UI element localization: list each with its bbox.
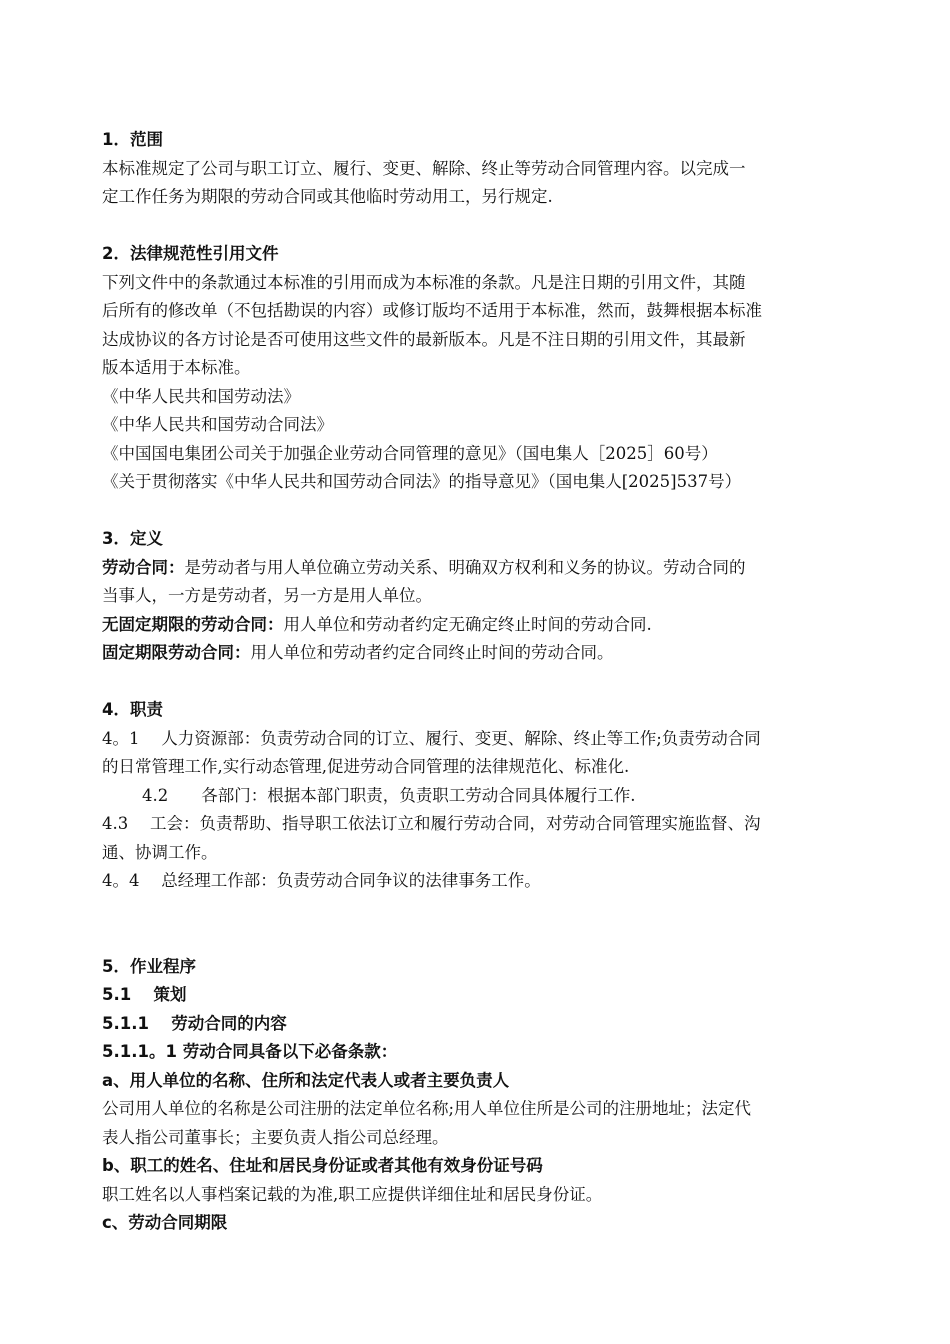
definition-term: 劳动合同： bbox=[102, 557, 185, 577]
clause-heading: c、劳动合同期限 bbox=[102, 1213, 228, 1232]
definition-3 bbox=[102, 639, 862, 668]
spacer bbox=[102, 212, 862, 241]
paragraph-line: 定工作任务为期限的劳动合同或其他临时劳动用工，另行规定. bbox=[102, 187, 553, 206]
duty-item: 4.3 工会：负责帮助、指导职工依法订立和履行劳动合同，对劳动合同管理实施监督、沟 bbox=[102, 814, 761, 833]
definition-term: 固定期限劳动合同： bbox=[102, 643, 251, 662]
definition-text: 是劳动者与用人单位确立劳动关系、明确双方权利和义务的协议。劳动合同的 bbox=[184, 557, 746, 577]
paragraph-line: 职工姓名以人事档案记载的为准,职工应提供详细住址和居民身份证。 bbox=[102, 1184, 603, 1204]
definition-2 bbox=[102, 611, 862, 640]
definition-text: 用人单位和劳动者约定合同终止时间的劳动合同。 bbox=[250, 643, 614, 662]
reference-item: 《中华人民共和国劳动合同法》 bbox=[102, 415, 333, 434]
definition-term: 无固定期限的劳动合同： bbox=[102, 614, 284, 634]
subsection-heading: 5.1.1 劳动合同的内容 bbox=[102, 1013, 287, 1033]
section-4-heading: 4．职责 bbox=[102, 700, 163, 719]
paragraph-line: 当事人，一方是劳动者，另一方是用人单位。 bbox=[102, 586, 432, 605]
duty-item: 4。1 人力资源部：负责劳动合同的订立、履行、变更、解除、终止等工作;负责劳动合同 bbox=[102, 728, 761, 748]
spacer bbox=[102, 668, 862, 697]
paragraph-line: 版本适用于本标准。 bbox=[102, 358, 251, 377]
definition-1 bbox=[102, 554, 862, 583]
subsection-heading: 5.1 策划 bbox=[102, 985, 187, 1004]
paragraph-line: 达成协议的各方讨论是否可使用这些文件的最新版本。凡是不注日期的引用文件，其最新 bbox=[102, 329, 746, 349]
spacer bbox=[102, 896, 862, 953]
subsection-heading: 5.1.1。1 劳动合同具备以下必备条款： bbox=[102, 1042, 398, 1061]
paragraph-line: 表人指公司董事长；主要负责人指公司总经理。 bbox=[102, 1127, 449, 1147]
duty-item: 4.2 各部门：根据本部门职责，负责职工劳动合同具体履行工作. bbox=[142, 785, 636, 805]
clause-heading: b、职工的姓名、住址和居民身份证或者其他有效身份证号码 bbox=[102, 1156, 543, 1175]
section-1-heading: 1．范围 bbox=[102, 130, 163, 149]
section-3-heading: 3．定义 bbox=[102, 529, 163, 548]
paragraph-line: 后所有的修改单（不包括勘误的内容）或修订版均不适用于本标准，然而，鼓舞根据本标准 bbox=[102, 301, 762, 320]
document-body bbox=[102, 126, 862, 1238]
reference-item: 《关于贯彻落实《中华人民共和国劳动合同法》的指导意见》（国电集人[2025]537号） bbox=[102, 472, 742, 491]
paragraph-line: 下列文件中的条款通过本标准的引用而成为本标准的条款。凡是注日期的引用文件，其随 bbox=[102, 272, 746, 292]
section-5-heading: 5．作业程序 bbox=[102, 956, 196, 976]
duty-item-continued: 的日常管理工作,实行动态管理,促进劳动合同管理的法律规范化、标准化. bbox=[102, 757, 630, 776]
clause-heading: a、用人单位的名称、住所和法定代表人或者主要负责人 bbox=[102, 1070, 510, 1090]
paragraph-line: 公司用人单位的名称是公司注册的法定单位名称;用人单位住所是公司的注册地址；法定代 bbox=[102, 1099, 752, 1118]
spacer bbox=[102, 497, 862, 526]
duty-item: 4。4 总经理工作部：负责劳动合同争议的法律事务工作。 bbox=[102, 871, 541, 890]
reference-item: 《中国国电集团公司关于加强企业劳动合同管理的意见》（国电集人［2025］60号） bbox=[102, 443, 718, 463]
reference-item: 《中华人民共和国劳动法》 bbox=[102, 386, 300, 406]
definition-text: 用人单位和劳动者约定无确定终止时间的劳动合同. bbox=[283, 614, 652, 634]
section-2-heading: 2．法律规范性引用文件 bbox=[102, 244, 279, 263]
paragraph-line: 本标准规定了公司与职工订立、履行、变更、解除、终止等劳动合同管理内容。以完成一 bbox=[102, 158, 746, 178]
duty-item-continued: 通、协调工作。 bbox=[102, 842, 218, 862]
